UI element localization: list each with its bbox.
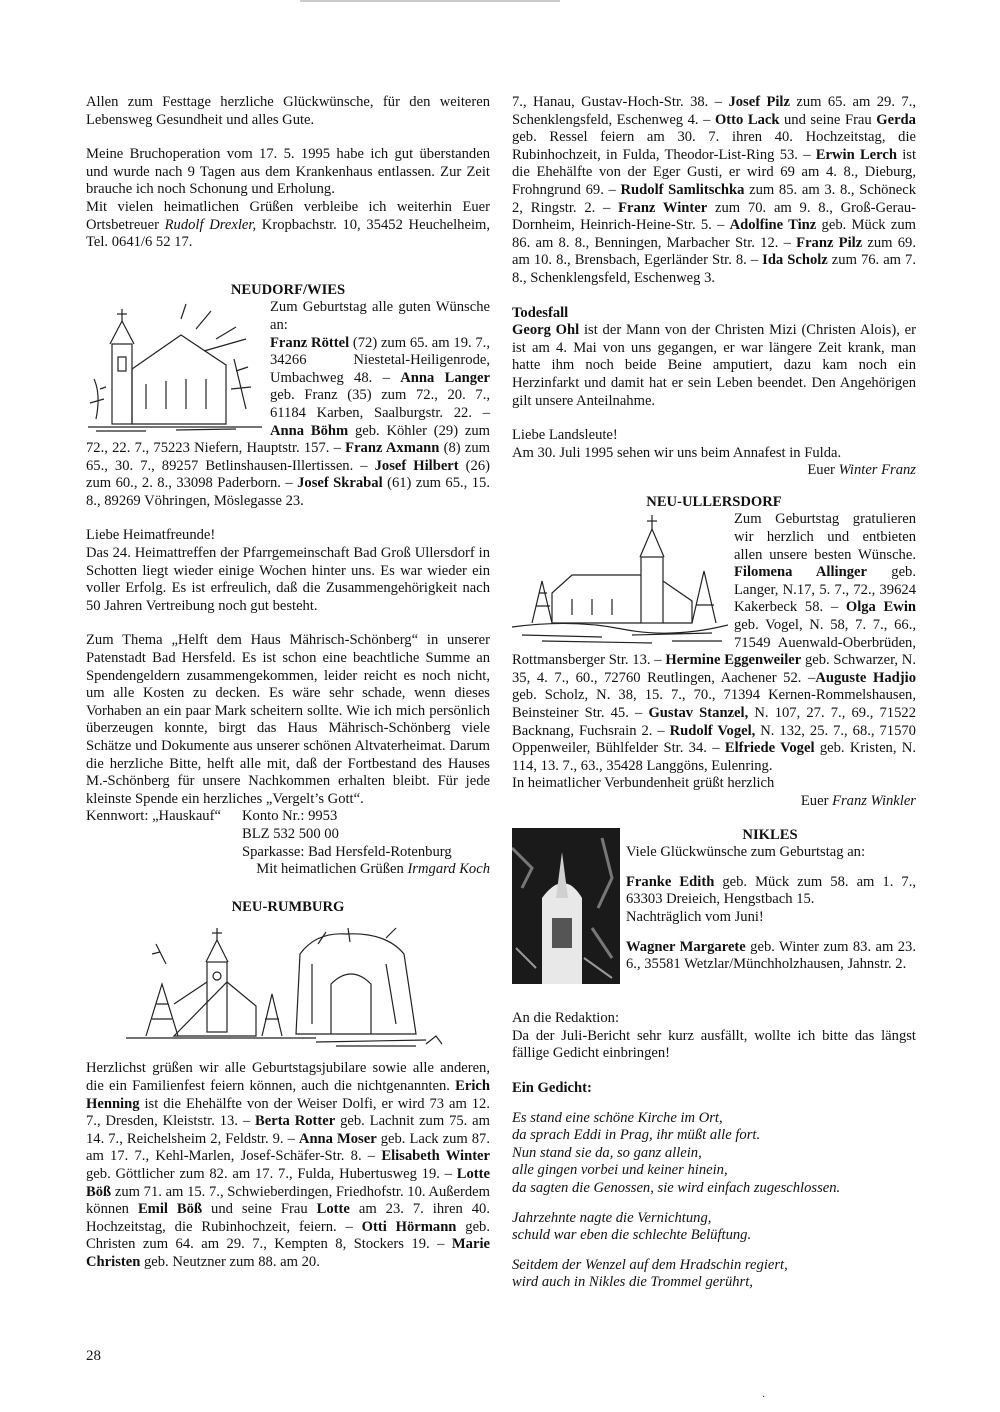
nikles-entry-1-note: Nachträglich vom Juni! (626, 908, 764, 925)
ullersdorf-birthday-list: Zum Geburtstag gratulieren wir herzlich und entbieten allen unsere besten Wünsche. Filomena Allinger geb. Langer, N.17, 5. 7., 72., 39624 Kakerbeck 58. – Olga Ewin geb. Vogel, N. 58, 7. 7., 66., 71549 Auenwald-Oberbrüden, Rottmansberger Str. 13. – Hermine Eggenweiler geb. Schwarzer, N. 35, 4. 7., 60., 72760 Reutlingen, Aachener 52. –Auguste Hadjio geb. Scholz, N. 38, 15. 7., 70., 71394 Kernen-Rommelshausen, Beinsteiner Str. 45. – Gustav Stanzel, N. 107, 27. 7., 69., 71522 Backnang, Fuchsrain 2. – Rudolf Vogel, N. 132, 25. 7., 68., 71570 Oppenweiler, Bühlfelder Str. 34. – Elfriede Vogel geb. Kristen, N. 114, 13. 7., 63., 35428 Langgöns, Eulenring. (512, 511, 917, 774)
blz-line: BLZ 532 500 00 (242, 825, 339, 842)
church-photo-nikles (512, 828, 620, 984)
signature-winkler: Euer Franz Winkler (800, 792, 916, 809)
church-sketch-rumburg (86, 924, 490, 1050)
poem (512, 1110, 916, 1292)
person-name: Otti Hörmann (361, 1218, 457, 1235)
person-name: Filomena Allinger (734, 564, 867, 581)
person-name: Anna Moser (298, 1130, 377, 1147)
person-name: Rudolf Vogel, (669, 722, 756, 739)
poem-line: alle gingen vorbei und keiner hinein, (512, 1162, 728, 1179)
spenden-paragraph: Zum Thema „Helft dem Haus Mährisch-Schönberg“ in unserer Patenstadt Bad Hersfeld. Es ist schon eine beachtliche Summe an Spendengeldern zusammengekommen, leider reicht es noch nicht, um alle Kosten zu decken. Es wäre sehr schade, wenn dieses Vorhaben an ein paar Mark scheitern sollte. Wie ich mich persönlich überzeugen konnte, birgt das Haus Mährisch-Schönberg viele Schätze und Dokumente aus unserer schönen Altvaterheimat. Darum die herzliche Bitte, helft alle mit, daß der Fortbestand des Hauses M.-Schönberg für unsere Nachkommen erhalten bleibt. Für jede kleinste Spende ein herzliches „Vergelt’s Gott“. (86, 632, 490, 807)
person-name: Gerda (876, 111, 916, 128)
person-name: Josef Pilz (728, 94, 790, 110)
person-name: Ida Scholz (762, 252, 828, 269)
ullersdorf-section (512, 511, 916, 775)
section-heading-nikles: NIKLES (742, 826, 798, 843)
poem-line: Jahrzehnte nagte die Vernichtung, (512, 1209, 712, 1226)
poem-line: Es stand eine schöne Kirche im Ort, (512, 1109, 723, 1126)
person-name: Emil Böß (137, 1201, 203, 1218)
nikles-entry-1: Franke Edith geb. Mück zum 58. am 1. 7., 63303 Dreieich, Hengstbach 15. (626, 873, 916, 908)
section-heading-ullersdorf: NEU-ULLERSDORF (646, 493, 782, 510)
redaktion-paragraph: Da der Juli-Bericht sehr kurz ausfällt, wollte ich bitte das längst fällige Gedicht einbringen! (512, 1027, 916, 1062)
right-column (512, 94, 916, 1292)
person-name: Anna Böhm (270, 422, 349, 439)
person-name: Gustav Stanzel, (648, 705, 749, 721)
heimattreffen-paragraph: Das 24. Heimattreffen der Pfarrgemeinschaft Bad Groß Ullersdorf in Schotten liegt wieder einige Wochen hinter uns. Es war wieder ein voller Erfolg. Es ist erfreulich, daß die Zusammengehörigkeit nach 50 Jahren Vertreibung noch gut besteht. (86, 545, 490, 614)
person-name: Adolfine Tinz (729, 217, 817, 234)
poem-line: da sprach Eddi in Prag, ihr müßt alle fort. (512, 1127, 761, 1144)
poem-line: Nun stand sie da, so ganz allein, (512, 1144, 702, 1161)
annafest-line: Am 30. Juli 1995 sehen wir uns beim Annafest in Fulda. (512, 444, 842, 461)
person-name: Franz Pilz (796, 234, 863, 251)
person-name: Berta Rotter (255, 1113, 336, 1130)
nikles-intro: Viele Glückwünsche zum Geburtstag an: (626, 844, 866, 861)
poem-line: schuld war eben die schlechte Belüftung. (512, 1227, 752, 1244)
person-name: Rudolf Samlitschka (620, 181, 745, 198)
gedicht-heading: Ein Gedicht: (512, 1079, 592, 1096)
poem-line: wird auch in Nikles die Trommel gerührt, (512, 1274, 753, 1291)
intro-paragraph-3: Mit vielen heimatlichen Grüßen verbleibe ich weiterhin Euer Ortsbetreuer Rudolf Drexler, Kropbachstr. 10, 35452 Heuchelheim, Tel. 0641/6 52 17. (86, 198, 491, 251)
person-name: Elisabeth Winter (381, 1148, 491, 1165)
left-column (86, 94, 490, 1271)
signature-winter-franz: Euer Winter Franz (807, 462, 916, 479)
section-heading-neudorf: NEUDORF/WIES (230, 281, 346, 298)
person-name: Marie Christen (86, 1236, 490, 1270)
person-name: Auguste Hadjio (815, 669, 916, 686)
nikles-entry-2: Wagner Margarete geb. Winter zum 83. am 23. 6., 35581 Wetzlar/Münchholzhausen, Jahnstr. 2. (626, 938, 916, 973)
person-name: Franz Röttel (270, 334, 350, 351)
person-name: Otto Lack (714, 111, 780, 128)
todesfall-paragraph: Georg Ohl ist der Mann von der Christen Mizi (Christen Alois), er ist am 4. Mai von uns gegangen, er war längere Zeit krank, man hatte ihm noch beide Beine amputiert, dazu kam noch ein Herzinfarkt und damit hat er sein Leben beendet. Den Angehörigen gilt unsere Anteilnahme. (512, 322, 916, 409)
person-name: Lotte Böß (86, 1165, 490, 1200)
person-name: Erich Henning (86, 1077, 490, 1112)
todesfall-heading: Todesfall (512, 304, 569, 321)
person-name: Elfriede Vogel (724, 740, 815, 757)
neudorf-section (86, 299, 490, 510)
redaktion-line: An die Redaktion: (512, 1010, 620, 1027)
neudorf-intro: Zum Geburtstag alle guten Wünsche an: (270, 299, 490, 333)
verbundenheit-line: In heimatlicher Verbundenheit grüßt herzlich (512, 775, 775, 792)
greeting: Liebe Heimatfreunde! (86, 527, 216, 544)
section-heading-rumburg: NEU-RUMBURG (231, 898, 345, 915)
person-name: Anna Langer (400, 369, 490, 386)
person-name: Franz Axmann (345, 440, 440, 457)
person-name: Franz Winter (618, 199, 708, 216)
person-name: Olga Ewin (845, 599, 917, 616)
signature-koch: Mit heimatlichen Grüßen Irmgard Koch (256, 861, 490, 878)
kennwort-line: Kennwort: „Hauskauf“ Konto Nr.: 9953 (86, 808, 338, 825)
rumburg-continued-list: 7., Hanau, Gustav-Hoch-Str. 38. – Josef Pilz zum 65. am 29. 7., Schenklengsfeld, Eschenweg 4. – Otto Lack und seine Frau Gerda geb. Ressel feiern am 30. 7. ihren 40. Hochzeitstag, die Rubinhochzeit, in Fulda, Theodor-List-Ring 53. – Erwin Lerch ist die Ehehälfte von der Eger Gusti, er wird 69 am 4. 8., Dieburg, Frohngrund 69. – Rudolf Samlitschka zum 85. am 3. 8., Schöneck 2, Ringstr. 2. – Franz Winter zum 70. am 9. 8., Groß-Gerau-Dornheim, Heinrich-Heine-Str. 5. – Adolfine Tinz geb. Mück zum 86. am 8. 8., Benningen, Marbacher Str. 12. – Franz Pilz zum 69. am 10. 8., Brensbach, Egerländer Str. 8. – Ida Scholz zum 76. am 7. 8., Schenklengsfeld, Eschenweg 3. (512, 94, 917, 286)
page-number: 28 (86, 1348, 101, 1364)
landsleute-greeting: Liebe Landsleute! (512, 427, 618, 444)
intro-paragraph-2: Meine Bruchoperation vom 17. 5. 1995 habe ich gut überstanden und wurde nach 9 Tagen aus dem Krankenhaus entlassen. Zur Zeit brauche ich noch Schonung und Erholung. (86, 146, 490, 198)
neudorf-birthday-list: Franz Röttel (72) zum 65. am 19. 7., 34266 Niestetal-Heiligenrode, Umbachweg 48. – Anna Langer geb. Franz (35) zum 72., 20. 7., 61184 Karben, Saalburgstr. 22. – Anna Böhm geb. Köhler (29) zum 72., 22. 7., 75223 Niefern, Hauptstr. 157. – Franz Axmann (8) zum 65., 30. 7., 89257 Betlinshausen-Illertissen. – Josef Hilbert (26) zum 60., 2. 8., 33098 Paderborn. – Josef Skrabal (61) zum 65., 15. 8., 89269 Vöhringen, Möslegasse 23. (86, 334, 490, 509)
person-name: Lotte (316, 1201, 350, 1218)
church-sketch-neudorf (86, 299, 264, 435)
scan-speck: · (762, 1392, 766, 1403)
nikles-section (512, 844, 916, 974)
church-sketch-ullersdorf (512, 511, 728, 647)
intro-paragraph-1: Allen zum Festtage herzliche Glückwünsche, für den weiteren Lebensweg Gesundheit und alles Gute. (86, 94, 490, 128)
poem-line: Seitdem der Wenzel auf dem Hradschin regiert, (512, 1256, 788, 1273)
person-name: Erwin Lerch (815, 146, 897, 163)
poem-line: da sagten die Genossen, sie wird einfach zugeschlossen. (512, 1179, 841, 1196)
top-edge-mark (300, 0, 560, 2)
rumburg-birthday-list: Herzlichst grüßen wir alle Geburtstagsjubilare sowie alle anderen, die ein Familienfest feiern können, auch die nichtgenannten. Erich Henning ist die Ehehälfte von der Weiser Dolfi, er wird 73 am 12. 7., Dresden, Kleiststr. 13. – Berta Rotter geb. Lachnit zum 75. am 14. 7., Reichelsheim 2, Feldstr. 9. – Anna Moser geb. Lack zum 87. am 17. 7., Kehl-Marlen, Josef-Schäfer-Str. 8. – Elisabeth Winter geb. Göttlicher zum 82. am 17. 7., Fulda, Hubertusweg 19. – Lotte Böß zum 71. am 15. 7., Schwieberdingen, Friedhofstr. 10. Außerdem können Emil Böß und seine Frau Lotte am 23. 7. ihren 40. Hochzeitstag, die Rubinhochzeit, feiern. – Otti Hörmann geb. Christen zum 64. am 29. 7., Kempten 8, Stockers 19. – Marie Christen geb. Neutzner zum 88. am 20. (86, 1060, 491, 1270)
sparkasse-line: Sparkasse: Bad Hersfeld-Rotenburg (242, 843, 452, 860)
person-name: Hermine Eggenweiler (665, 652, 802, 669)
person-name: Josef Hilbert (374, 457, 459, 474)
person-name: Josef Skrabal (297, 475, 383, 492)
